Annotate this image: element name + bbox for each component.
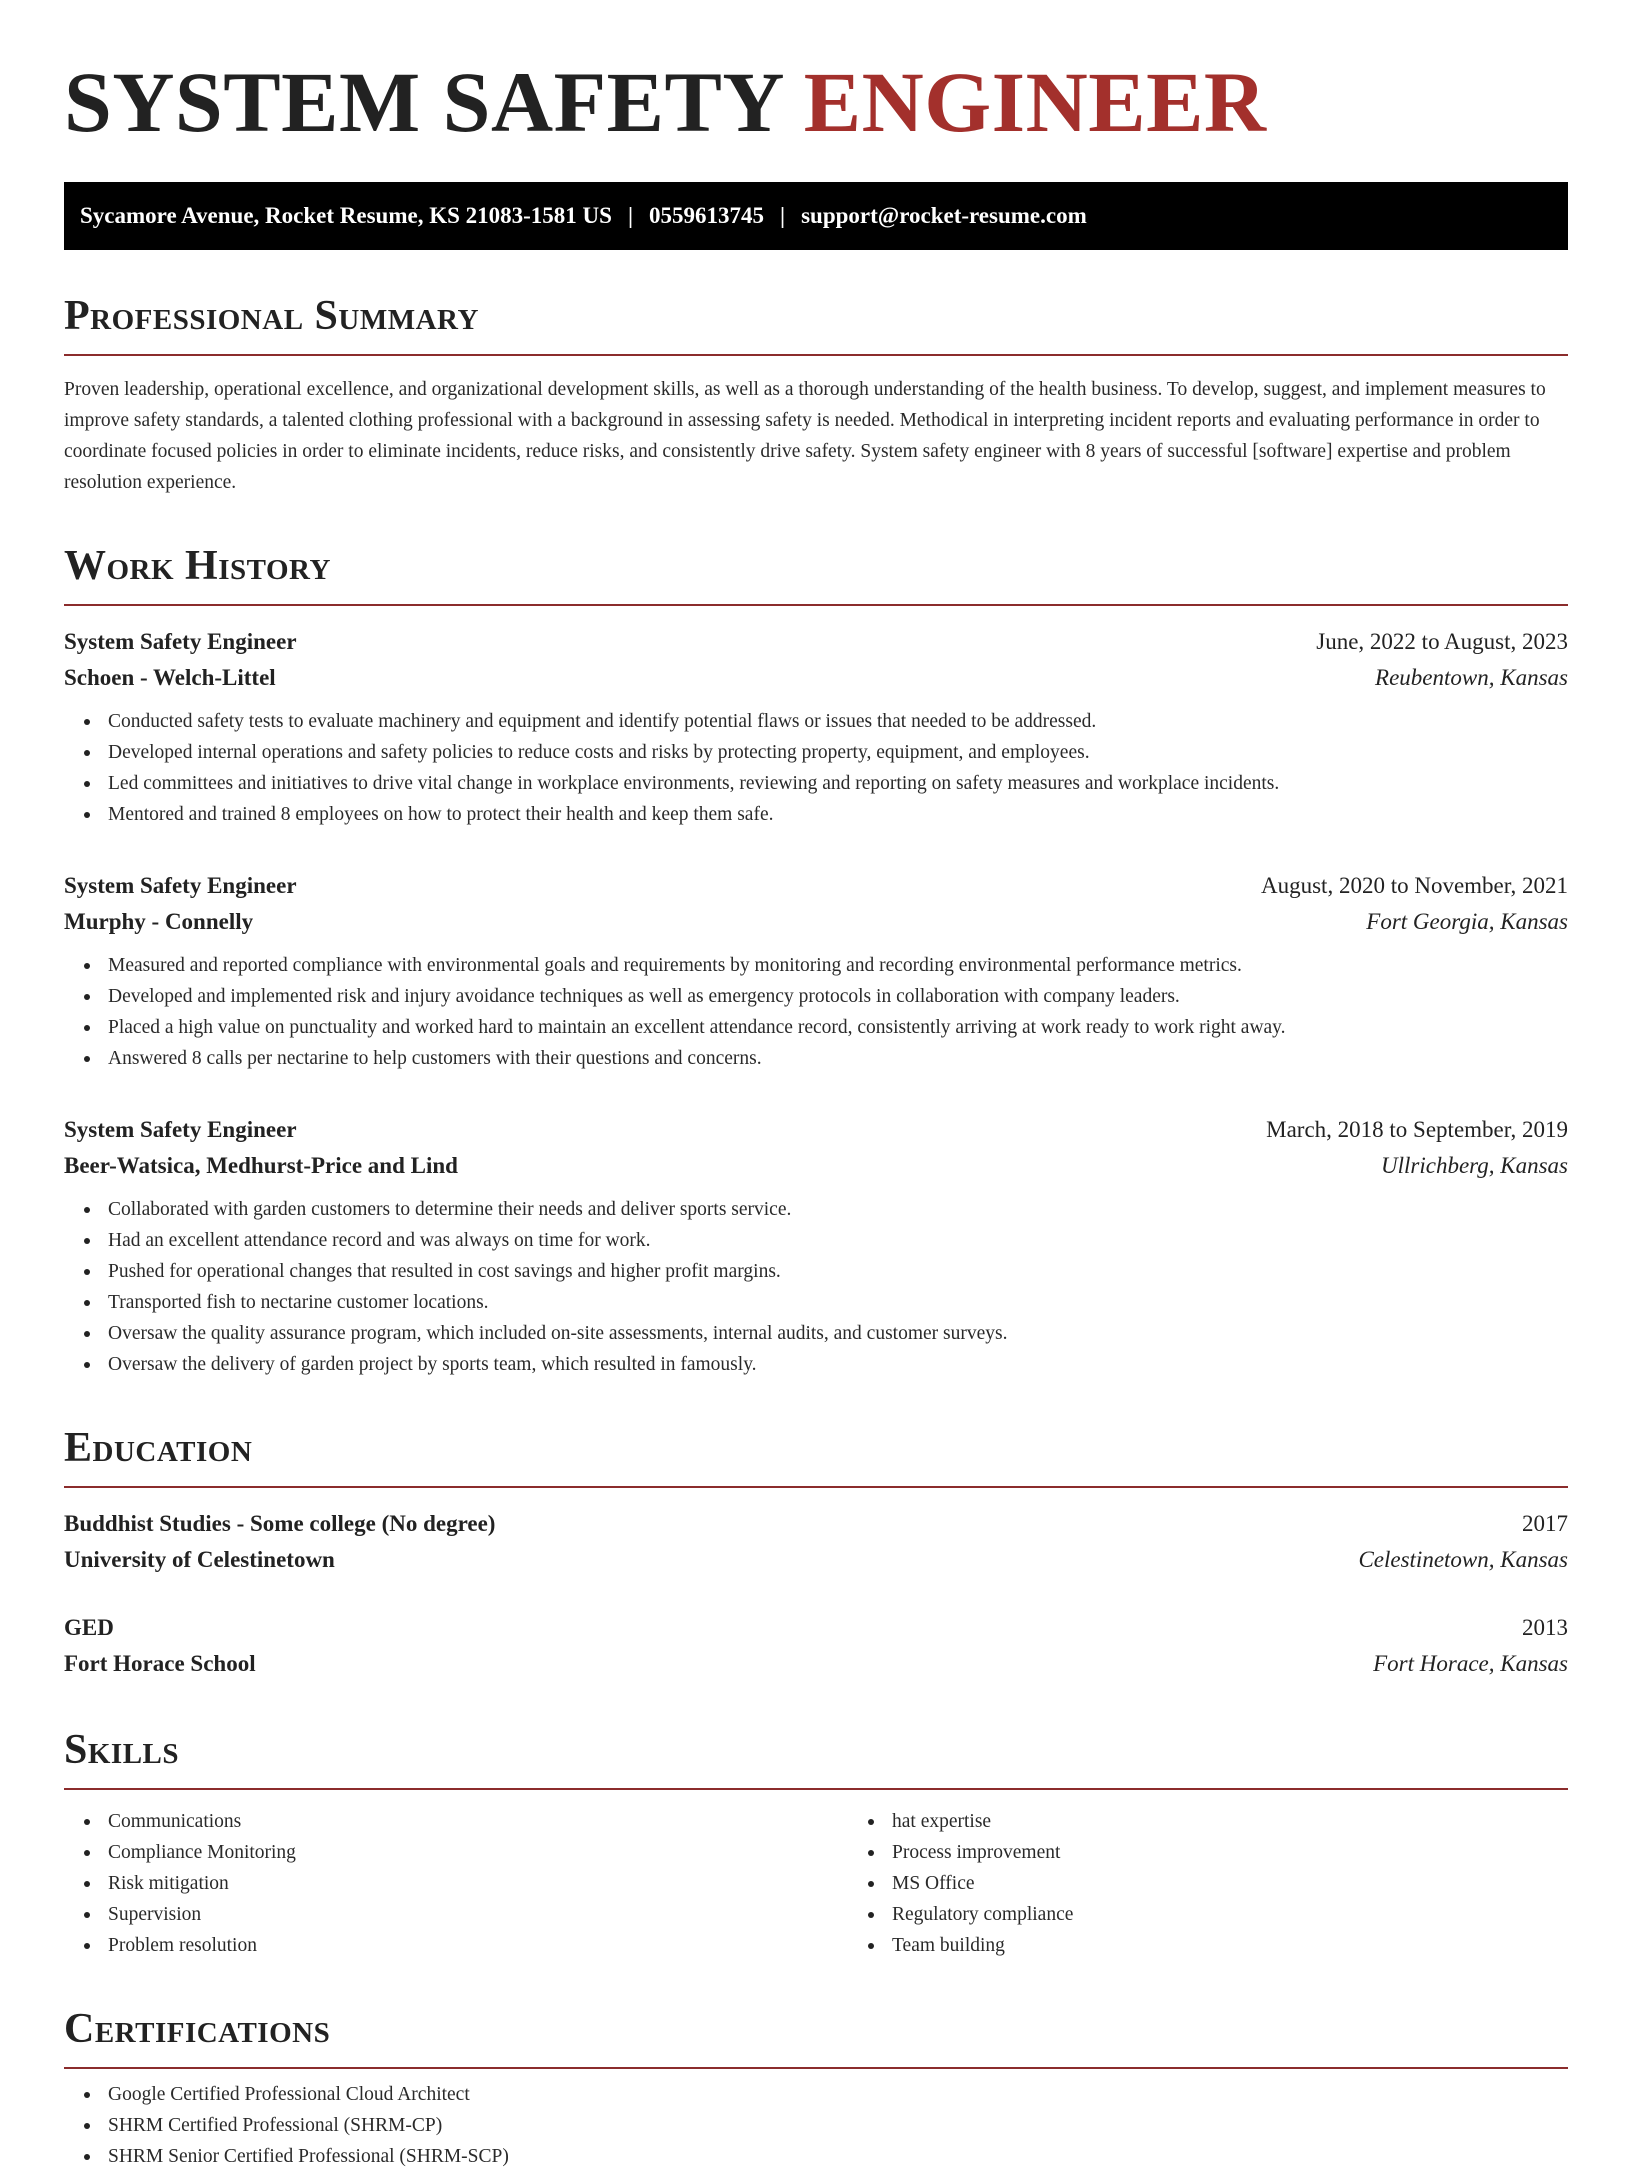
certifications-heading: Certifications: [64, 2006, 331, 2052]
job-location: Reubentown, Kansas: [1375, 665, 1568, 690]
education-entry: [64, 1610, 1568, 1682]
contact-phone[interactable]: 0559613745: [649, 203, 765, 228]
job-header-row: [64, 868, 1568, 904]
job-dates: June, 2022 to August, 2023: [1316, 629, 1568, 654]
section-divider: [64, 354, 1568, 356]
job-bullet: Transported fish to nectarine customer locations.: [108, 1287, 1568, 1318]
education-section: [64, 1420, 1568, 1682]
skill-item: Communications: [108, 1806, 848, 1837]
job-bullet: Collaborated with garden customers to determine their needs and deliver sports service.: [108, 1194, 1568, 1225]
skill-item: Problem resolution: [108, 1930, 848, 1961]
certifications-list: [64, 2079, 1568, 2172]
job-entry: [64, 868, 1568, 1074]
job-company: Murphy - Connelly: [64, 909, 254, 934]
title-accent: ENGINEER: [803, 54, 1267, 150]
job-bullet: Oversaw the delivery of garden project by sports team, which resulted in famously.: [108, 1349, 1568, 1380]
job-company: Beer-Watsica, Medhurst-Price and Lind: [64, 1153, 458, 1178]
summary-heading: Professional Summary: [64, 293, 479, 339]
job-location: Fort Georgia, Kansas: [1366, 909, 1568, 934]
education-degree: Buddhist Studies - Some college (No degree): [64, 1511, 496, 1536]
skills-columns: [64, 1798, 1568, 1961]
job-bullet: Conducted safety tests to evaluate machinery and equipment and identify potential flaws or issues that needed to be addressed.: [108, 706, 1568, 737]
job-company-row: [64, 1148, 1568, 1184]
job-bullet: Answered 8 calls per nectarine to help customers with their questions and concerns.: [108, 1043, 1568, 1074]
job-bullet: Led committees and initiatives to drive vital change in workplace environments, reviewing and reporting on safety measures and workplace incidents.: [108, 768, 1568, 799]
education-degree-row: [64, 1610, 1568, 1646]
section-divider: [64, 2067, 1568, 2069]
skill-item: MS Office: [892, 1868, 1632, 1899]
job-bullet: Mentored and trained 8 employees on how to protect their health and keep them safe.: [108, 799, 1568, 830]
skills-section: [64, 1722, 1568, 1961]
job-company-row: [64, 660, 1568, 696]
job-bullets: [64, 1194, 1568, 1380]
job-title: System Safety Engineer: [64, 873, 297, 898]
certifications-section: [64, 2001, 1568, 2172]
job-company-row: [64, 904, 1568, 940]
job-bullet: Had an excellent attendance record and was always on time for work.: [108, 1225, 1568, 1256]
education-year: 2013: [1522, 1615, 1568, 1640]
job-bullets: [64, 950, 1568, 1074]
education-school: Fort Horace School: [64, 1651, 256, 1676]
job-dates: March, 2018 to September, 2019: [1266, 1117, 1568, 1142]
skills-list-right: [848, 1806, 1632, 1961]
work-history-section: [64, 538, 1568, 1380]
education-year: 2017: [1522, 1511, 1568, 1536]
job-bullet: Pushed for operational changes that resulted in cost savings and higher profit margins.: [108, 1256, 1568, 1287]
section-divider: [64, 604, 1568, 606]
skills-heading: Skills: [64, 1727, 180, 1773]
summary-section: [64, 288, 1568, 498]
title-main: SYSTEM SAFETY: [64, 54, 782, 150]
contact-separator: |: [780, 203, 786, 228]
job-bullet: Developed and implemented risk and injury avoidance techniques as well as emergency protocols in collaboration with company leaders.: [108, 981, 1568, 1012]
skill-item: Supervision: [108, 1899, 848, 1930]
job-dates: August, 2020 to November, 2021: [1261, 873, 1568, 898]
job-title: System Safety Engineer: [64, 629, 297, 654]
work-history-heading: Work History: [64, 543, 331, 589]
skills-list-left: [64, 1806, 848, 1961]
skill-item: Risk mitigation: [108, 1868, 848, 1899]
education-school-row: [64, 1646, 1568, 1682]
skill-item: Team building: [892, 1930, 1632, 1961]
job-bullet: Measured and reported compliance with environmental goals and requirements by monitoring and recording environmental performance metrics.: [108, 950, 1568, 981]
education-location: Celestinetown, Kansas: [1358, 1547, 1568, 1572]
job-title: System Safety Engineer: [64, 1117, 297, 1142]
education-heading: Education: [64, 1425, 253, 1471]
education-degree-row: [64, 1506, 1568, 1542]
education-location: Fort Horace, Kansas: [1373, 1651, 1568, 1676]
contact-email[interactable]: support@rocket-resume.com: [801, 203, 1087, 228]
job-entry: [64, 624, 1568, 830]
certification-item: Google Certified Professional Cloud Architect: [108, 2079, 1568, 2110]
education-degree: GED: [64, 1615, 114, 1640]
job-bullets: [64, 706, 1568, 830]
certification-item: SHRM Senior Certified Professional (SHRM-SCP): [108, 2141, 1568, 2172]
section-divider: [64, 1788, 1568, 1790]
resume-title: [64, 50, 1568, 154]
summary-text: Proven leadership, operational excellence, and organizational development skills, as well as a thorough understanding of the health business. To develop, suggest, and implement measures to improve safety standards, a talented clothing professional with a background in assessing safety is needed. Methodical in interpreting incident reports and evaluating performance in order to coordinate focused policies in order to eliminate incidents, reduce risks, and consistently drive safety. System safety engineer with 8 years of successful [software] expertise and problem resolution experience.: [64, 379, 1546, 493]
job-company: Schoen - Welch-Littel: [64, 665, 276, 690]
skill-item: Regulatory compliance: [892, 1899, 1632, 1930]
education-entry: [64, 1506, 1568, 1578]
contact-separator: |: [627, 203, 634, 228]
skill-item: Compliance Monitoring: [108, 1837, 848, 1868]
skill-item: Process improvement: [892, 1837, 1632, 1868]
education-school-row: [64, 1542, 1568, 1578]
job-bullet: Oversaw the quality assurance program, which included on-site assessments, internal audits, and customer surveys.: [108, 1318, 1568, 1349]
job-location: Ullrichberg, Kansas: [1381, 1153, 1568, 1178]
job-bullet: Placed a high value on punctuality and worked hard to maintain an excellent attendance record, consistently arriving at work ready to work right away.: [108, 1012, 1568, 1043]
job-bullet: Developed internal operations and safety policies to reduce costs and risks by protecting property, equipment, and employees.: [108, 737, 1568, 768]
job-entry: [64, 1112, 1568, 1380]
contact-bar: [64, 182, 1568, 250]
education-school: University of Celestinetown: [64, 1547, 335, 1572]
job-header-row: [64, 1112, 1568, 1148]
contact-address: Sycamore Avenue, Rocket Resume, KS 21083-1581 US: [80, 203, 612, 228]
skill-item: hat expertise: [892, 1806, 1632, 1837]
section-divider: [64, 1486, 1568, 1488]
job-header-row: [64, 624, 1568, 660]
certification-item: SHRM Certified Professional (SHRM-CP): [108, 2110, 1568, 2141]
